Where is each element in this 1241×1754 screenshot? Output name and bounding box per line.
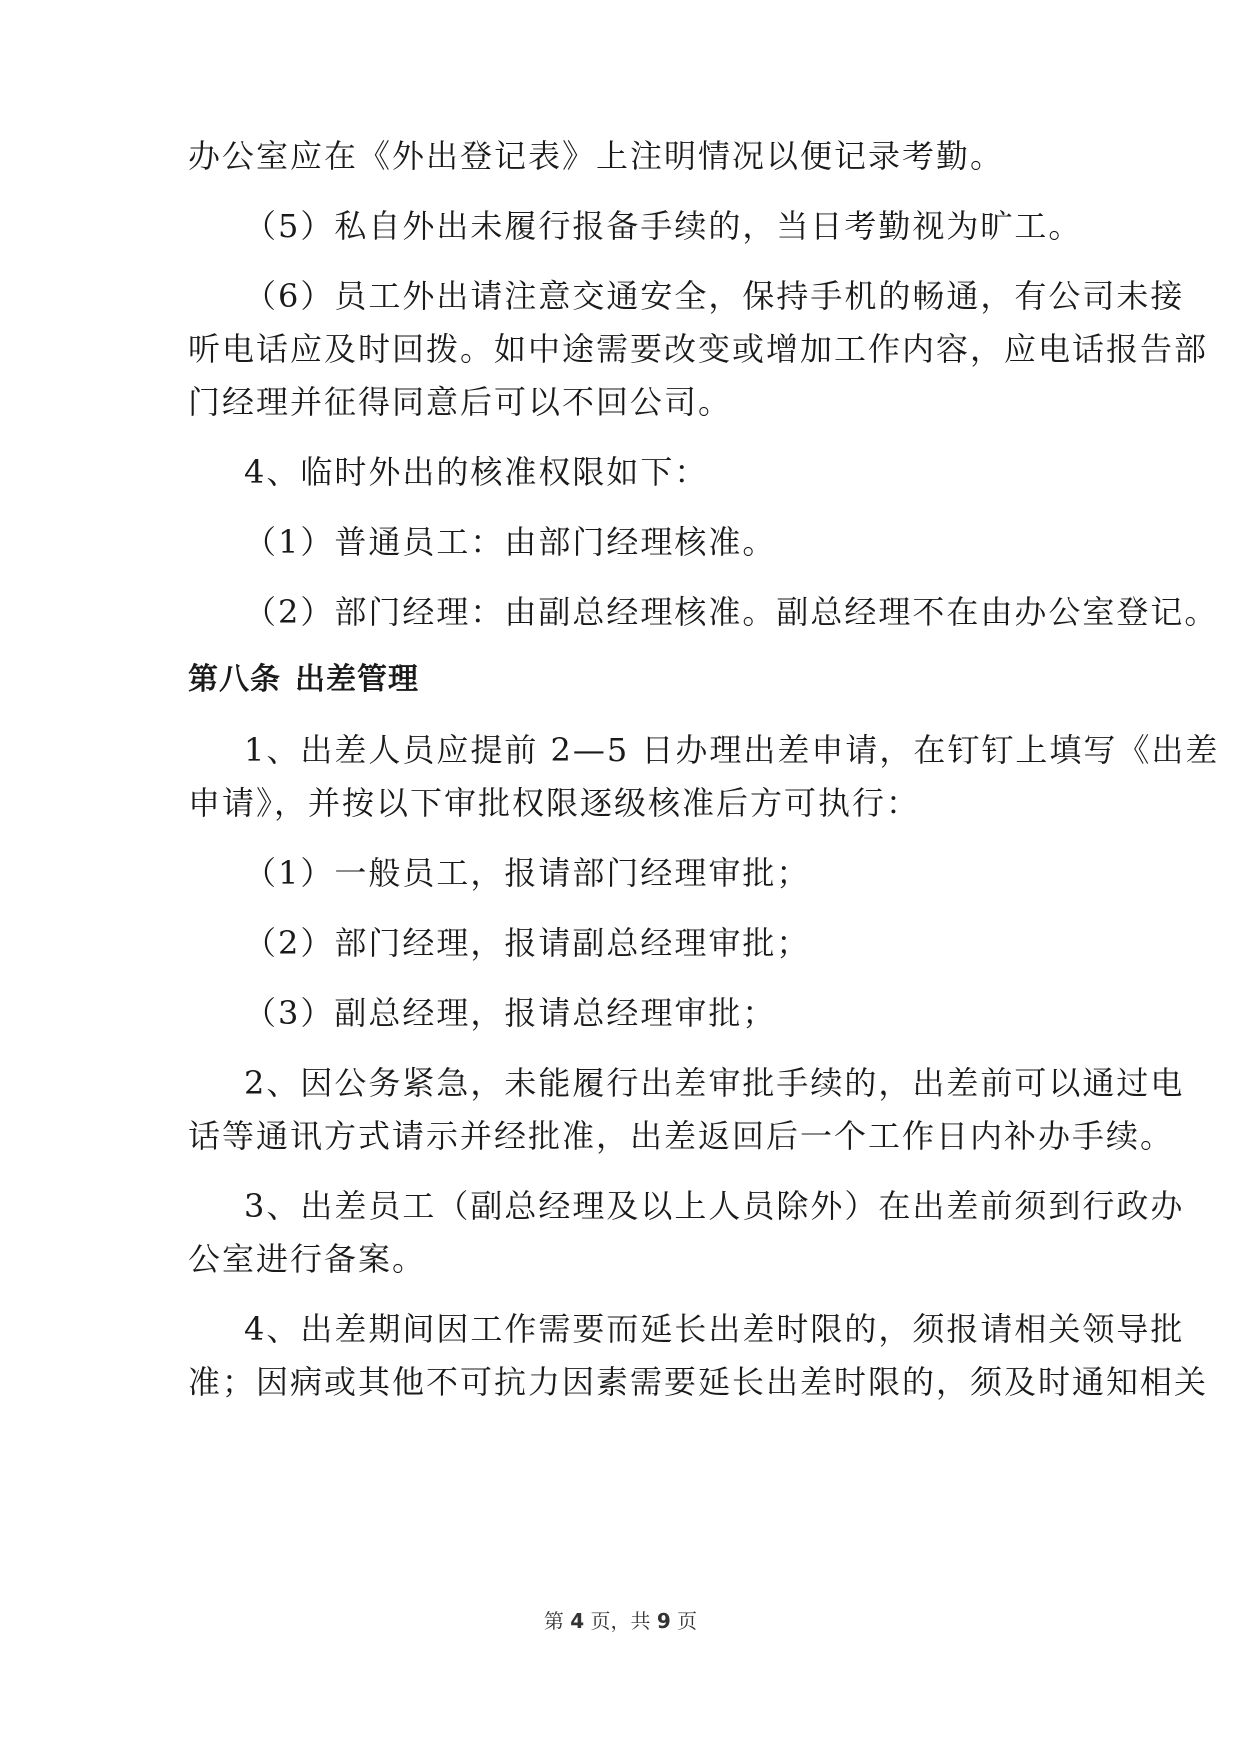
paragraph-line: 2、因公务紧急，未能履行出差审批手续的，出差前可以通过电 bbox=[244, 1064, 1185, 1102]
paragraph-line: 公室进行备案。 bbox=[188, 1240, 427, 1278]
paragraph-line: 门经理并征得同意后可以不回公司。 bbox=[188, 383, 733, 421]
page-footer bbox=[0, 1608, 1241, 1634]
section-number: 第八条 bbox=[188, 662, 281, 697]
paragraph-line: （6）员工外出请注意交通安全，保持手机的畅通，有公司未接 bbox=[244, 277, 1185, 315]
paragraph-line: 4、临时外出的核准权限如下： bbox=[244, 453, 709, 491]
paragraph-line: （1）普通员工：由部门经理核准。 bbox=[244, 523, 777, 561]
footer-middle: 页，共 bbox=[590, 1609, 651, 1633]
paragraph-line: （1）一般员工，报请部门经理审批； bbox=[244, 854, 811, 892]
paragraph-line: （2）部门经理，报请副总经理审批； bbox=[244, 924, 811, 962]
paragraph-line: 3、出差员工（副总经理及以上人员除外）在出差前须到行政办 bbox=[244, 1187, 1185, 1225]
footer-suffix: 页 bbox=[677, 1609, 698, 1633]
paragraph-line: （5）私自外出未履行报备手续的，当日考勤视为旷工。 bbox=[244, 207, 1083, 245]
paragraph-line: 听电话应及时回拨。如中途需要改变或增加工作内容，应电话报告部 bbox=[188, 330, 1209, 368]
paragraph-line: 办公室应在《外出登记表》上注明情况以便记录考勤。 bbox=[188, 137, 1005, 175]
paragraph-line: 4、出差期间因工作需要而延长出差时限的，须报请相关领导批 bbox=[244, 1310, 1185, 1348]
footer-prefix: 第 bbox=[543, 1609, 564, 1633]
paragraph-line: 申请》，并按以下审批权限逐级核准后方可执行： bbox=[188, 784, 921, 822]
total-pages-number: 9 bbox=[656, 1609, 671, 1633]
section-title: 出差管理 bbox=[295, 662, 419, 697]
paragraph-line: （3）副总经理，报请总经理审批； bbox=[244, 994, 777, 1032]
section-heading bbox=[188, 660, 419, 700]
paragraph-line: 准；因病或其他不可抗力因素需要延长出差时限的，须及时通知相关 bbox=[188, 1363, 1209, 1401]
paragraph-line: 话等通讯方式请示并经批准，出差返回后一个工作日内补办手续。 bbox=[188, 1117, 1175, 1155]
current-page-number: 4 bbox=[570, 1609, 585, 1633]
paragraph-line: （2）部门经理：由副总经理核准。副总经理不在由办公室登记。 bbox=[244, 593, 1219, 631]
paragraph-line: 1、出差人员应提前 2—5 日办理出差申请，在钉钉上填写《出差 bbox=[244, 731, 1220, 769]
